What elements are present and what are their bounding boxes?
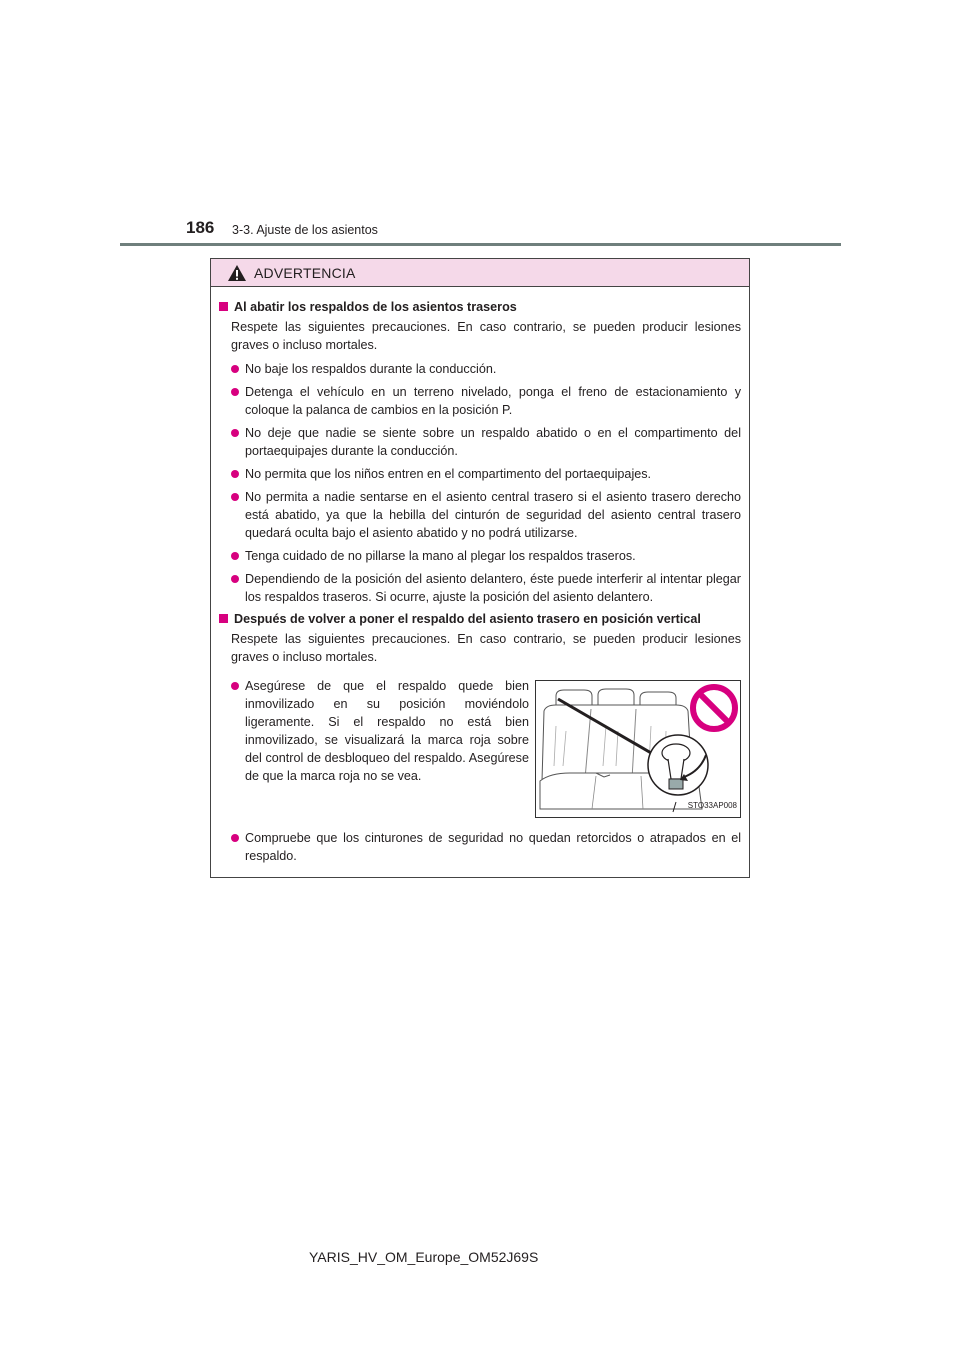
- dot-bullet-icon: [231, 493, 239, 501]
- section-heading: [219, 298, 741, 316]
- section-heading-text: Después de volver a poner el respaldo del asiento trasero en posición vertical: [234, 612, 701, 626]
- dot-bullet-icon: [231, 470, 239, 478]
- dot-bullet-icon: [231, 575, 239, 583]
- list-item-text: Detenga el vehículo en un terreno nivelado, ponga el freno de estacionamiento y coloque la palanca de cambios en la posición P.: [245, 385, 741, 417]
- section-intro: Respete las siguientes precauciones. En caso contrario, se pueden producir lesiones graves o incluso mortales.: [231, 632, 741, 664]
- figure-code: STO33AP008: [687, 801, 737, 810]
- warning-box: [210, 258, 750, 878]
- page-number: 186: [186, 218, 215, 237]
- dot-bullet-icon: [231, 552, 239, 560]
- list-item-text: Dependiendo de la posición del asiento delantero, éste puede interferir al intentar plegar los respaldos traseros. Si ocurre, ajuste la posición del asiento delantero.: [245, 572, 741, 604]
- list-item-text: Asegúrese de que el respaldo quede bien inmovilizado en su posición moviéndolo ligeramente. Si el respaldo no está bien inmovilizado, se visualizará la marca roja sobre del control de desbloqueo del respaldo. Asegúrese de que la marca roja no se vea.: [245, 679, 529, 783]
- section-heading-text: Al abatir los respaldos de los asientos traseros: [234, 300, 517, 314]
- warning-content: [211, 287, 749, 865]
- list-item: [219, 570, 741, 606]
- dot-bullet-icon: [231, 365, 239, 373]
- section-intro: Respete las siguientes precauciones. En caso contrario, se pueden producir lesiones graves o incluso mortales.: [231, 320, 741, 352]
- section-title: 3-3. Ajuste de los asientos: [232, 223, 378, 237]
- list-item: [219, 677, 529, 785]
- list-item-text: Compruebe que los cinturones de seguridad no quedan retorcidos o atrapados en el respaldo.: [245, 831, 741, 863]
- footer-doc-id: YARIS_HV_OM_Europe_OM52J69S: [309, 1249, 539, 1265]
- dot-bullet-icon: [231, 429, 239, 437]
- seat-illustration: [535, 680, 741, 818]
- square-bullet-icon: [219, 302, 228, 311]
- dot-bullet-icon: [231, 834, 239, 842]
- warning-triangle-icon: [227, 264, 247, 282]
- list-item: [219, 424, 741, 460]
- header-rule: [120, 243, 841, 246]
- list-item-text: Tenga cuidado de no pillarse la mano al plegar los respaldos traseros.: [245, 549, 636, 563]
- figure-row: [219, 677, 741, 818]
- warning-label: ADVERTENCIA: [254, 264, 356, 281]
- section-heading: [219, 610, 741, 628]
- square-bullet-icon: [219, 614, 228, 623]
- list-item-text: No permita a nadie sentarse en el asiento central trasero si el asiento trasero derecho está abatido, ya que la hebilla del cinturón de seguridad del asiento central trasero quedará oculta bajo el asiento abatido y no podrá utilizarse.: [245, 490, 741, 540]
- list-item-text: No deje que nadie se siente sobre un respaldo abatido o en el compartimento del portaequipajes durante la conducción.: [245, 426, 741, 458]
- list-item-text: No baje los respaldos durante la conducción.: [245, 362, 497, 376]
- list-item: [219, 465, 741, 483]
- list-item: [219, 547, 741, 565]
- warning-header: [211, 259, 749, 287]
- list-item: [219, 383, 741, 419]
- list-item-text: No permita que los niños entren en el compartimento del portaequipajes.: [245, 467, 652, 481]
- dot-bullet-icon: [231, 388, 239, 396]
- list-item: [219, 360, 741, 378]
- list-item: [219, 488, 741, 542]
- list-item: [219, 829, 741, 865]
- dot-bullet-icon: [231, 682, 239, 690]
